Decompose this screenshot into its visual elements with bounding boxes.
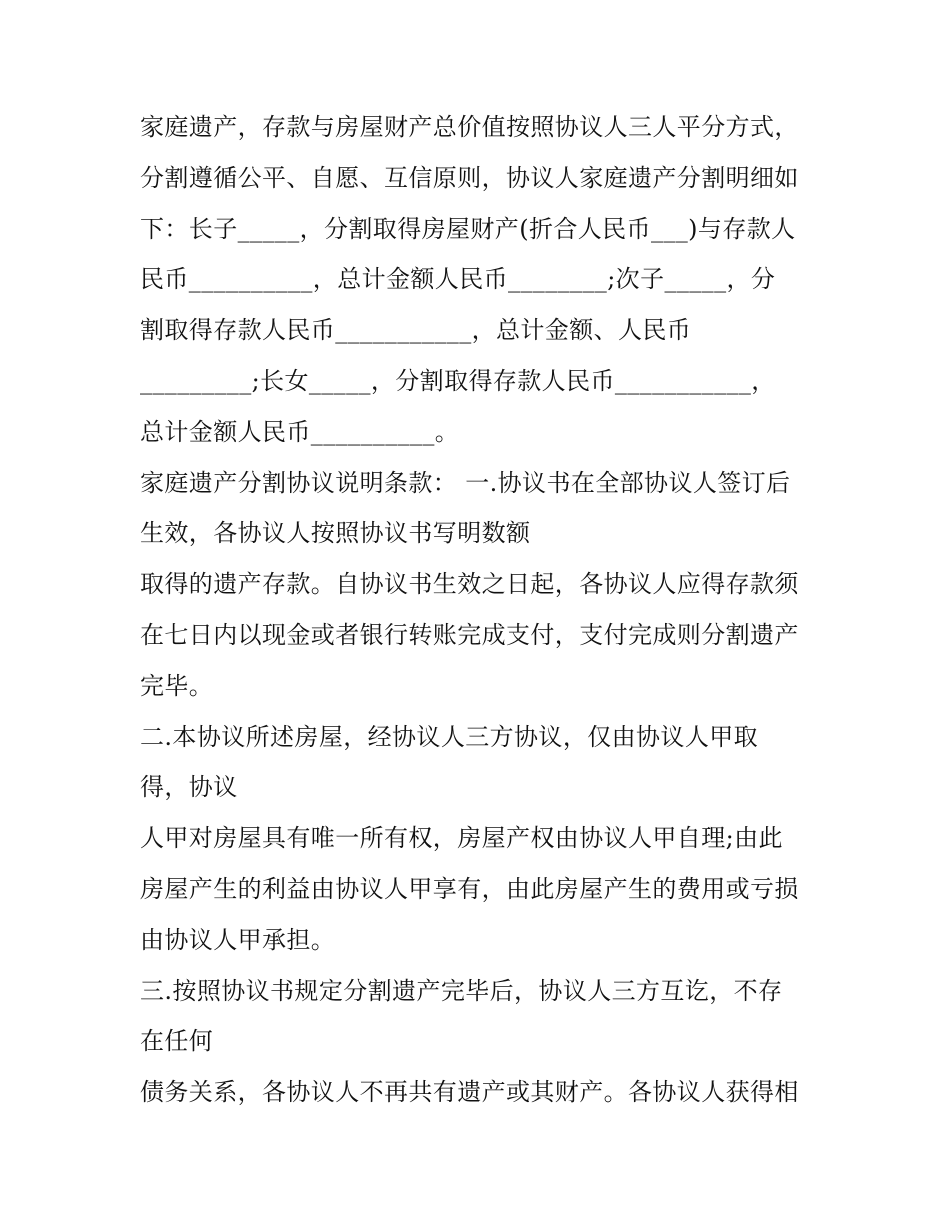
text-line: 由协议人甲承担。 xyxy=(140,925,336,954)
text-line: 二.本协议所述房屋，经协议人三方协议，仅由协议人甲取 xyxy=(140,722,759,751)
text-line: 在任何 xyxy=(140,1027,214,1056)
text-line: 得，协议 xyxy=(140,773,238,802)
text-line: 三.按照协议书规定分割遗产完毕后，协议人三方互讫，不存 xyxy=(140,976,783,1005)
text-line: 总计金额人民币__________。 xyxy=(140,417,460,446)
text-line: 家庭遗产，存款与房屋财产总价值按照协议人三人平分方式， xyxy=(140,113,799,141)
text-line: 取得的遗产存款。自协议书生效之日起，各协议人应得存款须 xyxy=(140,570,799,599)
text-line: 家庭遗产分割协议说明条款： 一.协议书在全部协议人签订后 xyxy=(140,468,791,497)
text-line: 债务关系，各协议人不再共有遗产或其财产。各协议人获得相 xyxy=(140,1078,799,1107)
text-line: 分割遵循公平、自愿、互信原则，协议人家庭遗产分割明细如 xyxy=(140,163,799,192)
text-line: 生效，各协议人按照协议书写明数额 xyxy=(140,519,531,548)
text-line: 完毕。 xyxy=(140,671,214,700)
text-line: 人甲对房屋具有唯一所有权，房屋产权由协议人甲自理;由此 xyxy=(140,824,783,853)
text-line: 民币__________，总计金额人民币________;次子_____，分 xyxy=(140,265,776,294)
document-body xyxy=(140,102,830,1118)
text-line: _________;长女_____，分割取得存款人民币___________， xyxy=(140,366,776,395)
text-line: 割取得存款人民币___________，总计金额、人民币 xyxy=(140,316,692,345)
text-line: 在七日内以现金或者银行转账完成支付，支付完成则分割遗产 xyxy=(140,620,799,649)
text-line: 下：长子_____，分割取得房屋财产(折合人民币___)与存款人 xyxy=(140,214,796,243)
text-line: 房屋产生的利益由协议人甲享有，由此房屋产生的费用或亏损 xyxy=(140,874,799,903)
